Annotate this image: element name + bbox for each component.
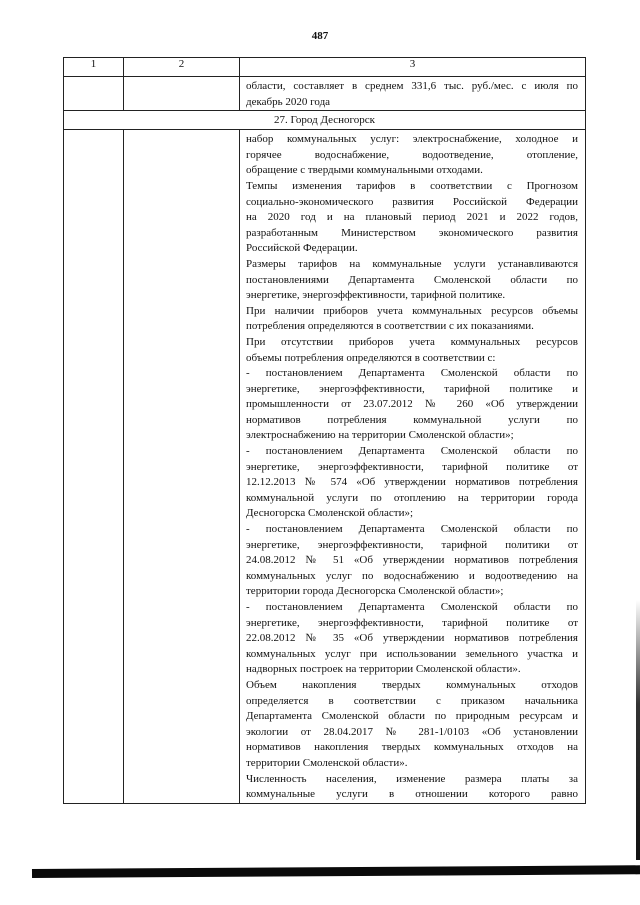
column-header-2: 2 [124, 58, 240, 77]
text-line: нормативов потребления коммунальной услуги по [246, 413, 578, 426]
body-text-cell [240, 130, 586, 804]
text-line: постановлениями Департамента Смоленской области по [246, 273, 578, 286]
text-line: Темпы изменения тарифов в соответствии с Прогнозом [246, 179, 578, 192]
column-header-1: 1 [64, 58, 124, 77]
text-line: энергетике, энергоэффективности, тарифной политике и [246, 382, 578, 395]
text-line: энергетике, энергоэффективности, тарифной политике. [246, 289, 506, 302]
text-line: надворных построек на территории Смоленской области». [246, 663, 521, 676]
text-line: - постановлением Департамента Смоленской области по [246, 445, 578, 458]
text-line: набор коммунальных услуг: электроснабжение, холодное и [246, 133, 578, 146]
text-line: При отсутствии приборов учета коммунальных ресурсов [246, 335, 578, 348]
text-line: декабрь 2020 года [246, 95, 331, 108]
text-line: потребления определяются в соответствии с их показаниями. [246, 320, 534, 333]
empty-cell-1 [64, 77, 124, 111]
text-line: Размеры тарифов на коммунальные услуги устанавливаются [246, 257, 578, 270]
text-line: 22.08.2012 № 35 «Об утверждении нормативов потребления [246, 632, 578, 645]
text-line: обращение с твердыми коммунальными отходами. [246, 164, 483, 177]
scan-right-edge [636, 600, 640, 860]
text-line: При наличии приборов учета коммунальных ресурсов объемы [246, 304, 578, 317]
content-row [64, 130, 586, 804]
text-line: территории Смоленской области». [246, 756, 408, 769]
text-line: энергетике, энергоэффективности, тарифной политике от [246, 460, 578, 473]
empty-cell-2 [124, 77, 240, 111]
text-line: Объем накопления твердых коммунальных отходов [246, 678, 578, 691]
text-line: объемы потребления определяются в соответствии с: [246, 351, 496, 364]
text-line: - постановлением Департамента Смоленской области по [246, 601, 578, 613]
text-line: электроснабжению на территории Смоленской области»; [246, 429, 514, 442]
text-line: на 2020 год и на плановый период 2021 и 2022 годов, [246, 211, 578, 224]
text-line: коммунальных услуг по водоснабжению и водоотведению на [246, 569, 578, 582]
text-line: коммунальные услуги в отношении которого равно [246, 788, 578, 801]
text-line: разработанным Министерством экономического развития [246, 226, 578, 239]
text-line: промышленности от 23.07.2012 № 260 «Об утверждении [246, 398, 578, 411]
empty-cell-2 [124, 130, 240, 804]
text-line: - постановлением Департамента Смоленской области по [246, 523, 578, 536]
text-line: нормативов накопления твердых коммунальных отходов на [246, 741, 578, 754]
text-line: - постановлением Департамента Смоленской области по [246, 367, 578, 380]
text-line: 24.08.2012 № 51 «Об утверждении нормативов потребления [246, 554, 578, 567]
text-line: территории города Десногорска Смоленской области»; [246, 585, 504, 598]
body-text [243, 131, 581, 803]
header-row [64, 58, 586, 77]
text-line: горячее водоснабжение, водоотведение, отопление, [246, 148, 578, 161]
section-row [64, 111, 586, 130]
text-line: Российской Федерации. [246, 242, 358, 255]
text-line: Численность населения, изменение размера платы за [246, 772, 578, 785]
document-table [63, 57, 586, 804]
text-line: 12.12.2013 № 574 «Об утверждении нормативов потребления [246, 476, 578, 489]
text-line: коммунальной услуги по отоплению на территории города [246, 491, 578, 504]
page-number: 487 [311, 30, 329, 42]
text-line: коммунальных услуг при использовании земельного участка и [246, 647, 578, 660]
section-title: 27. Город Десногорск [64, 111, 586, 130]
text-line: области, составляет в среднем 331,6 тыс. руб./мес. с июля по [246, 80, 578, 92]
continued-text-cell [240, 77, 586, 111]
scan-edge-bar [32, 865, 640, 878]
text-line: определяется в соответствии с приказом начальника [246, 694, 578, 707]
column-header-3: 3 [240, 58, 586, 77]
text-line: Десногорска Смоленской области»; [246, 507, 414, 520]
text-line: экологии от 28.04.2017 № 281-1/0103 «Об установлении [246, 725, 578, 738]
continued-row [64, 77, 586, 111]
text-line: социально-экономического развития Российской Федерации [246, 195, 578, 208]
text-line: энергетике, энергоэффективности, тарифной политики от [246, 538, 578, 551]
text-line: Департамента Смоленской области по природным ресурсам и [246, 710, 578, 723]
empty-cell-1 [64, 130, 124, 804]
text-line: энергетике, энергоэффективности, тарифной политике от [246, 616, 578, 629]
